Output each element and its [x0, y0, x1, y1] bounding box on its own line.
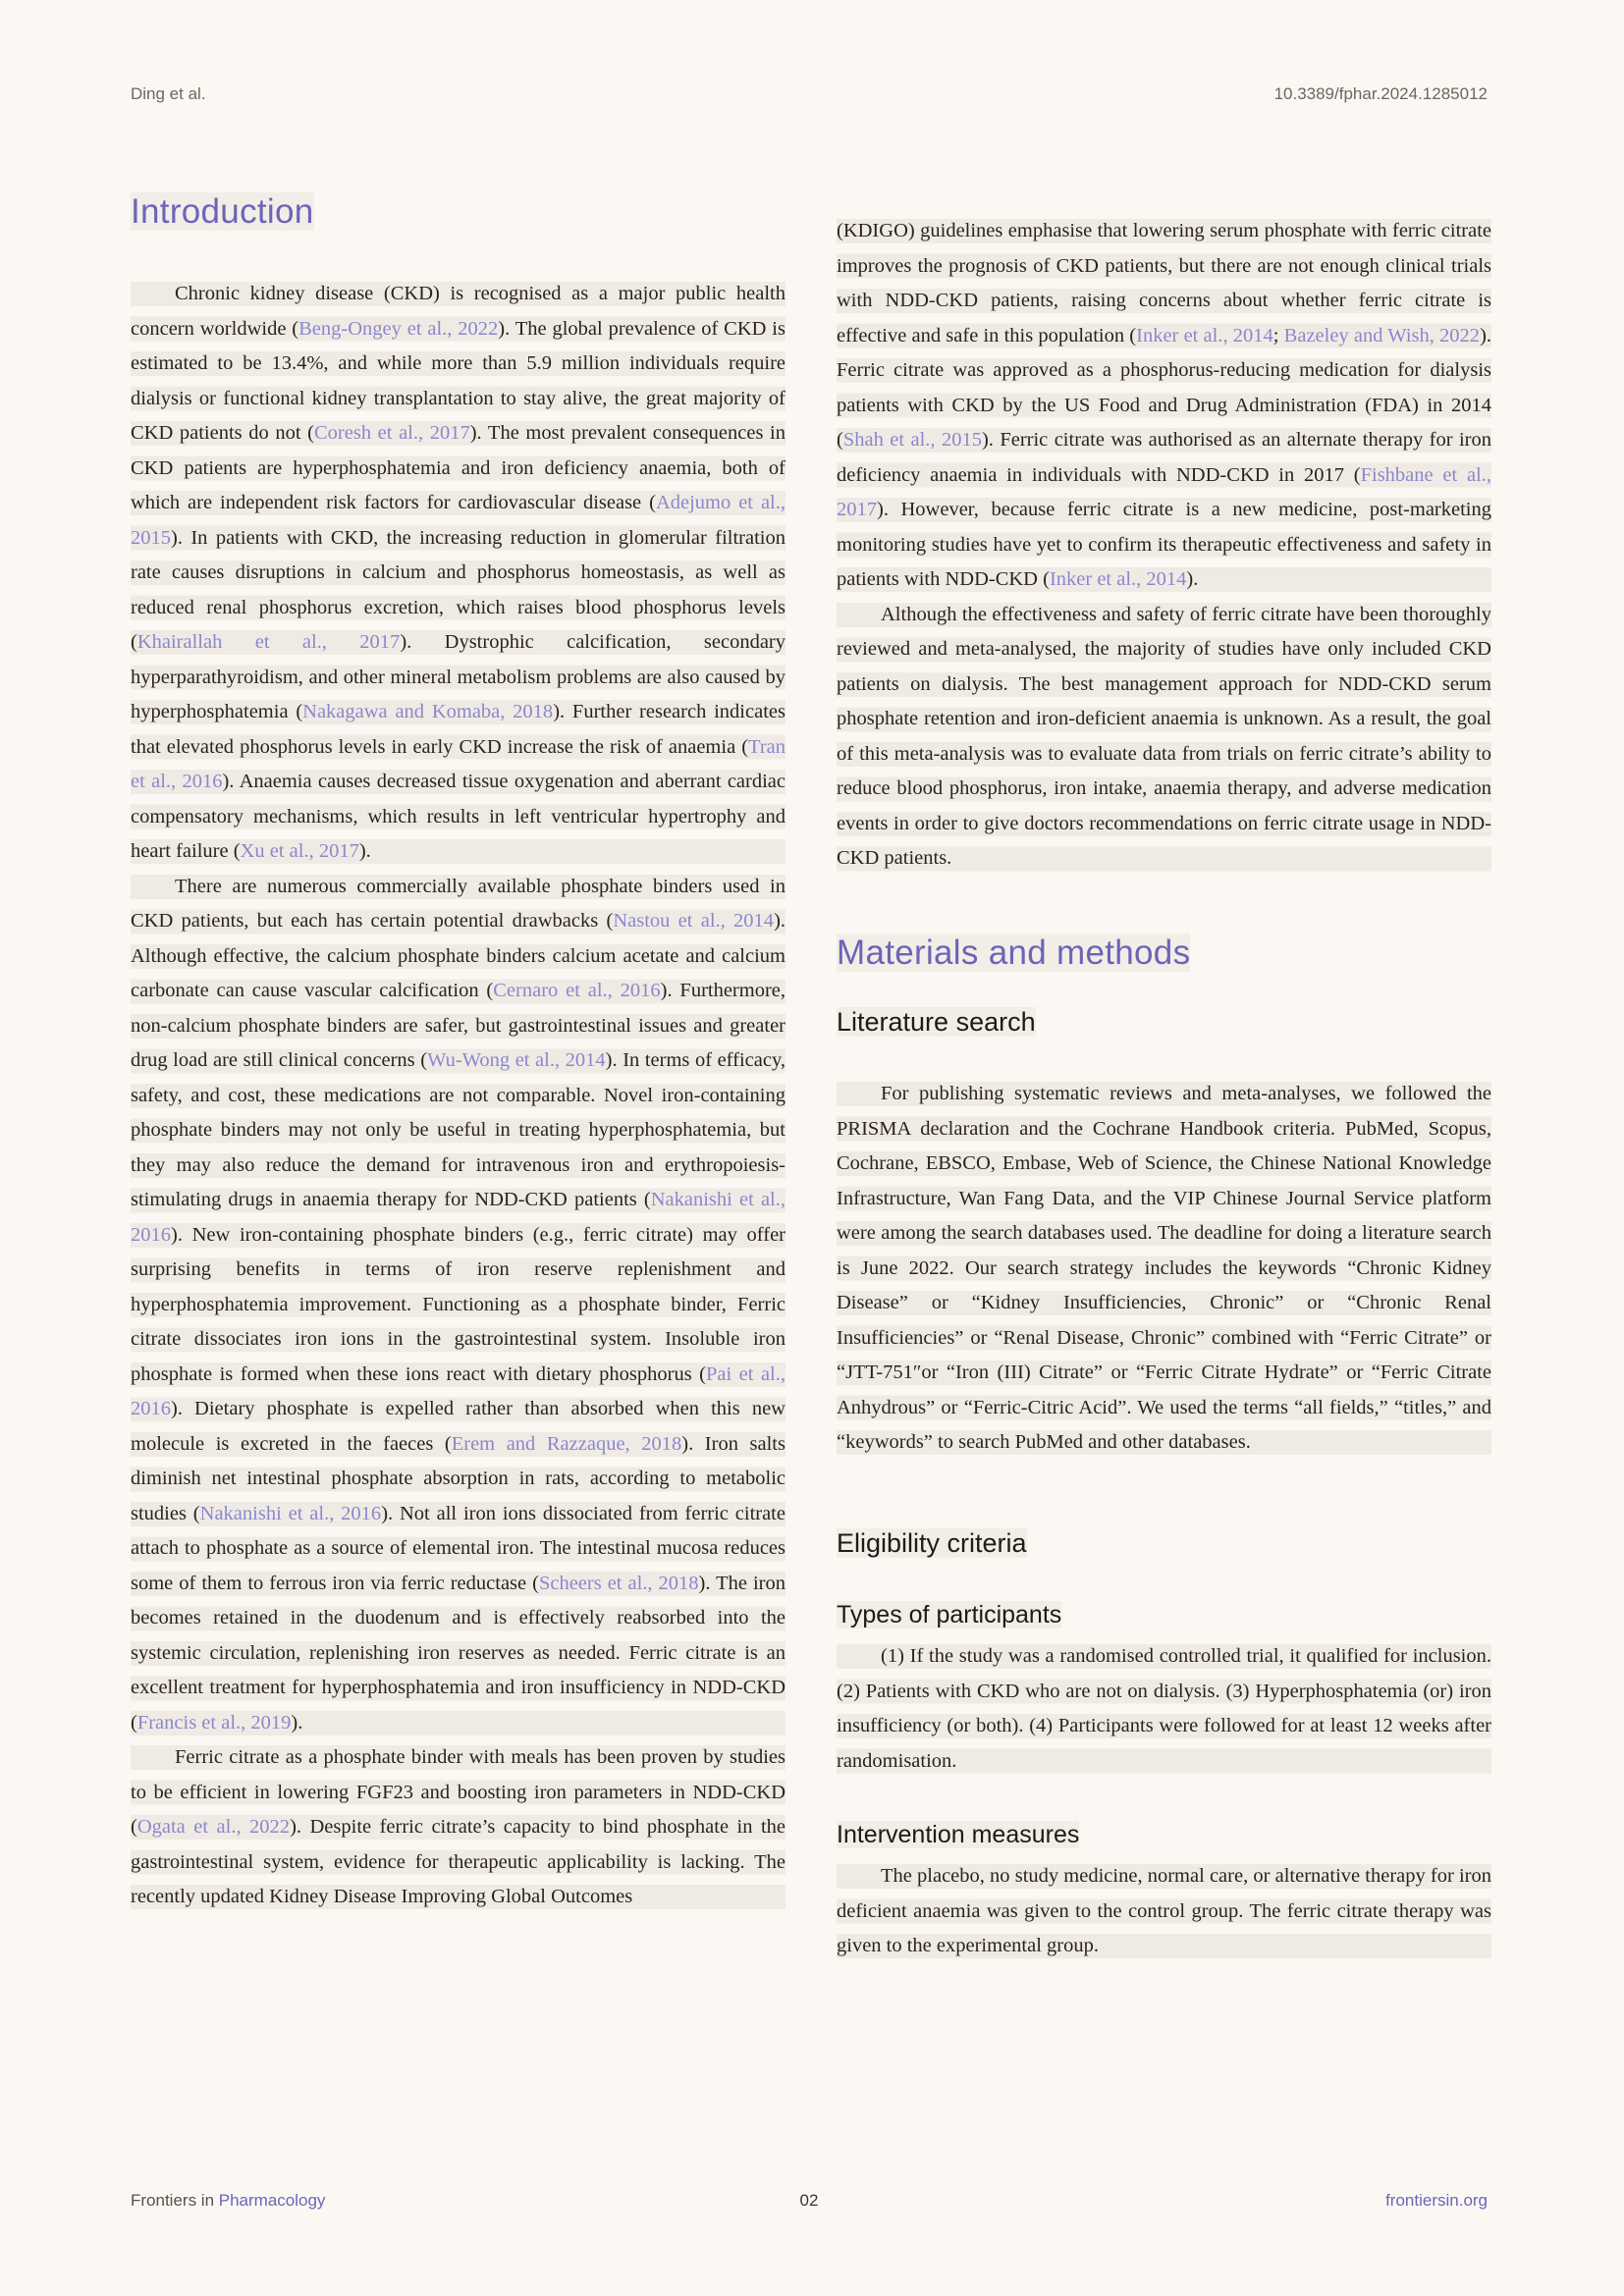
- heading-introduction: [131, 192, 785, 232]
- body-paragraph: [837, 1639, 1491, 1779]
- footer-journal: [131, 2191, 583, 2211]
- heading-text: Types of participants: [837, 1601, 1062, 1629]
- body-text: ).: [358, 840, 371, 863]
- footer-site-link[interactable]: frontiersin.org: [1385, 2191, 1489, 2210]
- body-text: ). Anaemia causes decreased tissue oxygenation and aberrant cardiac compensatory mechanisms, which results in left ventricular hypertrophy and heart failure (: [131, 771, 786, 863]
- citation-link[interactable]: Nakanishi et al., 2016: [199, 1502, 382, 1524]
- body-paragraph: [131, 870, 785, 1741]
- body-text: ). Although effective, the calcium phosphate binders calcium acetate and calcium carbonate can cause vascular calcification (: [131, 910, 786, 1002]
- two-column-body: [131, 192, 1491, 1964]
- body-text: Ferric citrate as a phosphate binder with meals has been proven by studies to be efficient in lowering FGF23 and boosting iron parameters in NDD-CKD (: [131, 1746, 785, 1839]
- heading-materials-and-methods: [837, 934, 1491, 973]
- heading-text: Introduction: [131, 192, 314, 231]
- body-paragraph: [131, 1740, 785, 1915]
- body-paragraph: [837, 214, 1491, 598]
- body-text: ). Furthermore, non-calcium phosphate binders are safer, but gastrointestinal issues and greater drug load are still clinical concerns (: [131, 980, 786, 1072]
- right-column: [837, 192, 1491, 1964]
- heading-text: Materials and methods: [837, 933, 1191, 972]
- body-paragraph: [837, 1859, 1491, 1964]
- body-text: ). Despite ferric citrate’s capacity to bind phosphate in the gastrointestinal system, evidence for therapeutic applicability is lacking. The recently updated Kidney Disease Improving Global Outcomes: [131, 1816, 785, 1908]
- citation-link[interactable]: Wu-Wong et al., 2014: [427, 1049, 606, 1072]
- body-text: (KDIGO) guidelines emphasise that lowering serum phosphate with ferric citrate improves the prognosis of CKD patients, but there are not enough clinical trials with NDD-CKD patients, raising concerns about whether ferric citrate is effective and safe in this population (: [837, 220, 1491, 347]
- body-text: ).: [1186, 568, 1199, 590]
- body-paragraph: [837, 1077, 1491, 1461]
- citation-link[interactable]: Coresh et al., 2017: [314, 422, 470, 445]
- citation-link[interactable]: Francis et al., 2019: [136, 1711, 292, 1734]
- left-column: [131, 192, 785, 1964]
- footer-journal-prefix: Frontiers in: [131, 2191, 215, 2210]
- heading-literature-search: [837, 1006, 1491, 1038]
- body-text: ). However, because ferric citrate is a new medicine, post-marketing monitoring studies have yet to confirm its therapeutic effectiveness and safety in patients with NDD-CKD (: [837, 499, 1491, 590]
- citation-link[interactable]: Inker et al., 2014: [1049, 568, 1187, 590]
- citation-link[interactable]: Erem and Razzaque, 2018: [451, 1432, 682, 1455]
- body-text: Chronic kidney disease (CKD) is recognised as a major public health concern worldwide (: [131, 283, 785, 340]
- citation-link[interactable]: Shah et al., 2015: [842, 429, 982, 451]
- body-text: ). Dystrophic calcification, secondary hyperparathyroidism, and other mineral metabolism problems are also caused by hyperphosphatemia (: [131, 631, 786, 723]
- body-paragraph: [131, 277, 785, 870]
- body-text: ). Further research indicates that elevated phosphorus levels in early CKD increase the risk of anaemia (: [131, 701, 785, 758]
- citation-link[interactable]: Inker et al., 2014: [1136, 324, 1273, 347]
- citation-link[interactable]: Ogata et al., 2022: [136, 1816, 291, 1839]
- body-text: ). The most prevalent consequences in CKD patients are hyperphosphatemia and iron deficiency anaemia, both of which are independent risk factors for cardiovascular disease (: [131, 422, 785, 514]
- running-head: [131, 84, 1488, 104]
- citation-link[interactable]: Nastou et al., 2014: [613, 910, 775, 933]
- heading-types-of-participants: [837, 1600, 1491, 1629]
- body-text: ). In patients with CKD, the increasing reduction in glomerular filtration rate causes disruptions in calcium and phosphorus homeostasis, as well as reduced renal phosphorus excretion, which raises blood phosphorus levels (: [131, 526, 785, 654]
- body-text: ). In terms of efficacy, safety, and cost, these medications are not comparable. Novel iron-containing phosphate binders may not only be useful in treating hyperphosphatemia, but they may also reduce the demand for intravenous iron and erythropoiesis-stimulating drugs in anaemia therapy for NDD-CKD patients (: [131, 1049, 785, 1211]
- body-paragraph: [837, 598, 1491, 877]
- heading-text: Eligibility criteria: [837, 1527, 1027, 1558]
- body-text: ). New iron-containing phosphate binders (e.g., ferric citrate) may offer surprising benefits in terms of iron reserve replenishment and hyperphosphatemia improvement. Functioning as a phosphate binder, Ferric citrate dissociates iron ions in the gastrointestinal system. Insoluble iron phosphate is formed when these ions react with dietary phosphorus (: [131, 1223, 785, 1385]
- citation-link[interactable]: Adejumo et al., 2015: [131, 492, 786, 549]
- page-number: 02: [799, 2191, 819, 2210]
- body-text: ). Dietary phosphate is expelled rather than absorbed when this new molecule is excreted in the faeces (: [131, 1398, 785, 1455]
- footer-journal-link[interactable]: Pharmacology: [218, 2191, 326, 2210]
- citation-link[interactable]: Beng-Ongey et al., 2022: [298, 317, 499, 340]
- body-text: There are numerous commercially available phosphate binders used in CKD patients, but each has certain potential drawbacks (: [131, 875, 785, 933]
- running-head-doi: 10.3389/fphar.2024.1285012: [1273, 84, 1488, 103]
- heading-eligibility-criteria: [837, 1527, 1491, 1559]
- heading-text: Intervention measures: [837, 1821, 1080, 1849]
- running-head-author: Ding et al.: [131, 84, 206, 103]
- body-text: Although the effectiveness and safety of ferric citrate have been thoroughly reviewed and meta-analysed, the majority of studies have only included CKD patients on dialysis. The best management approach for NDD-CKD serum phosphate retention and iron-deficient anaemia is unknown. As a result, the goal of this meta-analysis was to evaluate data from trials on ferric citrate’s ability to reduce blood phosphorus, iron intake, anaemia therapy, and adverse medication events in order to give doctors recommendations on ferric citrate usage in NDD-CKD patients.: [837, 603, 1491, 869]
- citation-link[interactable]: Tran et al., 2016: [131, 735, 785, 793]
- citation-link[interactable]: Pai et al., 2016: [131, 1362, 785, 1420]
- citation-link[interactable]: Nakanishi et al., 2016: [131, 1189, 785, 1246]
- body-text: ). Iron salts diminish net intestinal phosphate absorption in rats, according to metabolic studies (: [131, 1432, 785, 1524]
- body-text: ). The iron becomes retained in the duodenum and is effectively reabsorbed into the systemic circulation, replenishing iron reserves as needed. Ferric citrate is an excellent treatment for hyperphosphatemia and iron insufficiency in NDD-CKD (: [131, 1572, 785, 1734]
- citation-link[interactable]: Bazeley and Wish, 2022: [1283, 324, 1481, 347]
- body-text: ). Ferric citrate was approved as a phosphorus-reducing medication for dialysis patients with CKD by the US Food and Drug Administration (FDA) in 2014 (: [837, 324, 1492, 451]
- body-text: For publishing systematic reviews and meta-analyses, we followed the PRISMA declaration and the Cochrane Handbook criteria. PubMed, Scopus, Cochrane, EBSCO, Embase, Web of Science, the Chinese National Knowledge Infrastructure, Wan Fang Data, and the VIP Chinese Journal Service platform were among the search databases used. The deadline for doing a literature search is June 2022. Our search strategy includes the keywords “Chronic Kidney Disease” or “Kidney Insufficiencies, Chronic” or “Chronic Renal Insufficiencies” or “Renal Disease, Chronic” combined with “Ferric Citrate” or “JTT-751″or “Iron (III) Citrate” or “Ferric Citrate Hydrate” or “Ferric Citrate Anhydrous” or “Ferric-Citric Acid”. We used the terms “all fields,” “titles,” and “keywords” to search PubMed and other databases.: [837, 1083, 1491, 1454]
- body-text: ;: [1272, 324, 1284, 347]
- page-footer: [131, 2191, 1488, 2211]
- citation-link[interactable]: Khairallah et al., 2017: [136, 631, 401, 654]
- body-text: ). The global prevalence of CKD is estimated to be 13.4%, and while more than 5.9 million individuals require dialysis or functional kidney transplantation to stay alive, the great majority of CKD patients do not (: [131, 317, 785, 445]
- body-text: The placebo, no study medicine, normal care, or alternative therapy for iron deficient anaemia was given to the control group. The ferric citrate therapy was given to the experimental group.: [837, 1865, 1491, 1957]
- citation-link[interactable]: Xu et al., 2017: [240, 840, 359, 863]
- citation-link[interactable]: Scheers et al., 2018: [538, 1572, 699, 1594]
- heading-intervention-measures: [837, 1820, 1491, 1849]
- citation-link[interactable]: Cernaro et al., 2016: [493, 980, 661, 1002]
- body-text: ).: [291, 1711, 303, 1734]
- heading-text: Literature search: [837, 1006, 1036, 1037]
- citation-link[interactable]: Fishbane et al., 2017: [837, 463, 1491, 520]
- citation-link[interactable]: Nakagawa and Komaba, 2018: [302, 701, 554, 723]
- body-text: ). Ferric citrate was authorised as an alternate therapy for iron deficiency anaemia in individuals with NDD-CKD in 2017 (: [837, 429, 1491, 486]
- body-text: ). Not all iron ions dissociated from ferric citrate attach to phosphate as a source of elemental iron. The intestinal mucosa reduces some of them to ferrous iron via ferric reductase (: [131, 1502, 785, 1594]
- body-text: (1) If the study was a randomised controlled trial, it qualified for inclusion. (2) Patients with CKD who are not on dialysis. (3) Hyperphosphatemia (or) iron insufficiency (or both). (4) Participants were followed for at least 12 weeks after randomisation.: [837, 1645, 1491, 1772]
